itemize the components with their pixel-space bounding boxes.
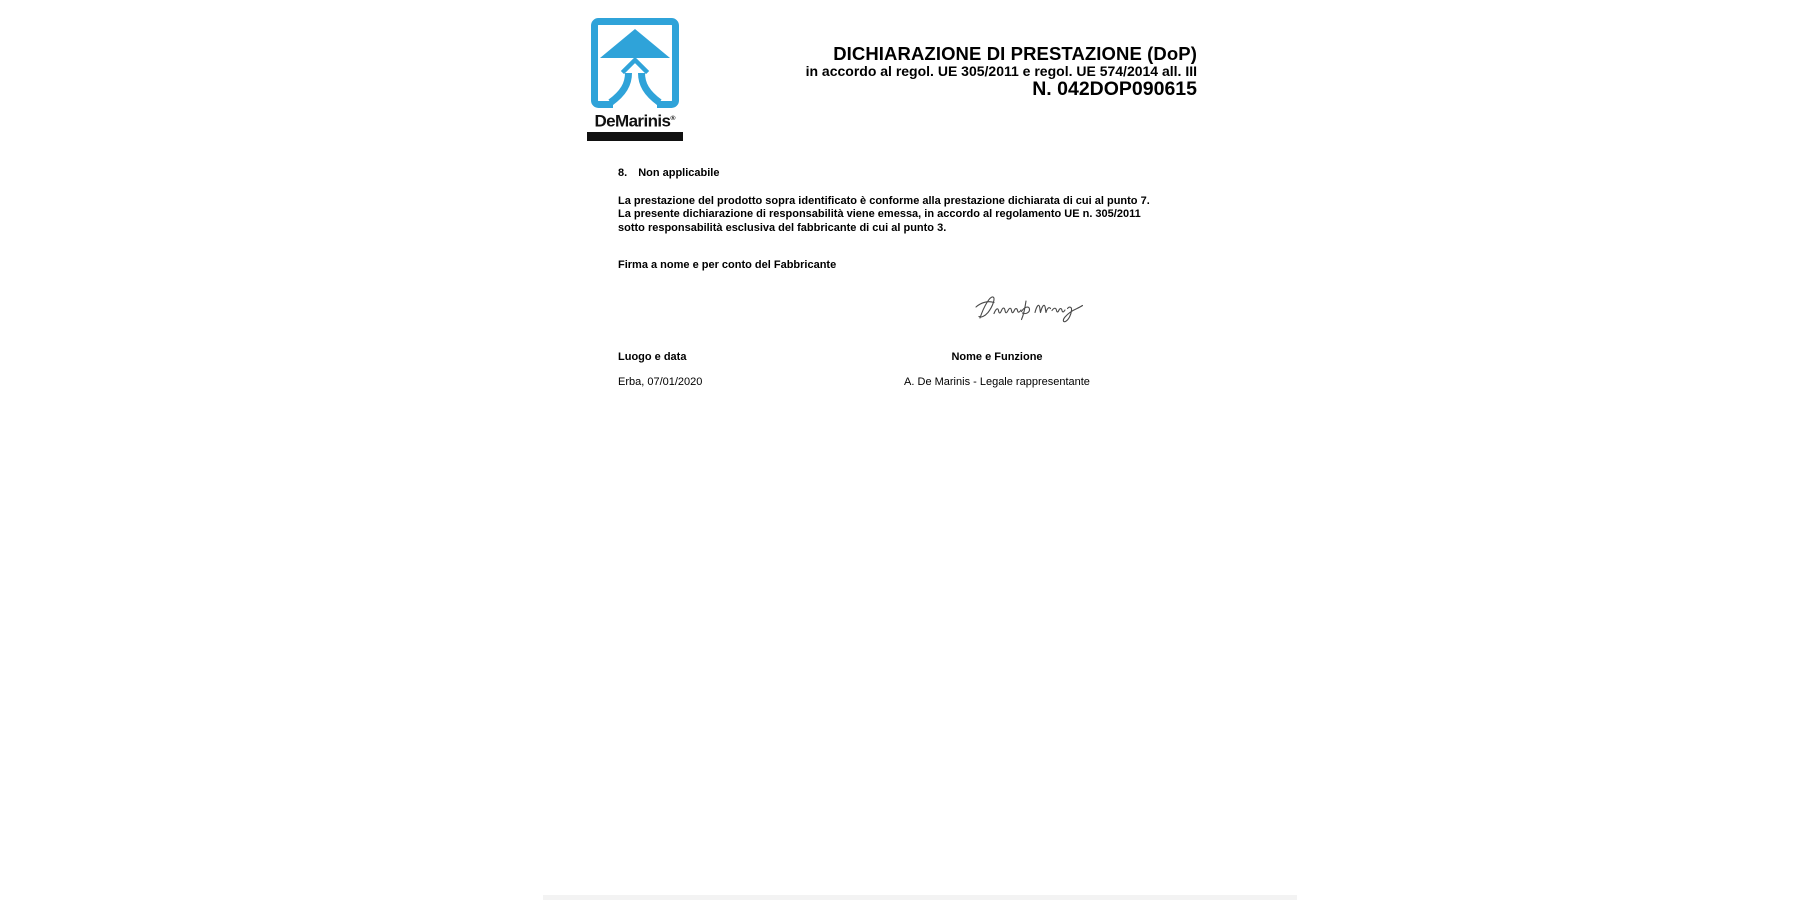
document-number: N. 042DOP090615 [1032, 78, 1197, 100]
company-logo [587, 14, 683, 141]
name-function-block [857, 351, 1137, 388]
name-function-value: A. De Marinis - Legale rappresentante [904, 376, 1090, 388]
logo-underline-bar [587, 132, 683, 141]
declaration-line: La prestazione del prodotto sopra identificato è conforme alla prestazione dichiarata di cui al punto 7. [618, 195, 1150, 207]
handwritten-signature [973, 286, 1088, 326]
place-date-label: Luogo e data [618, 351, 687, 363]
section-8-heading [618, 167, 719, 179]
signature-caption: Firma a nome e per conto del Fabbricante [618, 259, 837, 271]
section-label: Non applicabile [638, 167, 720, 179]
section-number: 8. [618, 167, 628, 179]
logo-chimney-arrow-icon [587, 14, 683, 109]
document-title: DICHIARAZIONE DI PRESTAZIONE (DoP) [833, 43, 1197, 64]
document-subtitle: in accordo al regol. UE 305/2011 e regol. UE 574/2014 all. III [805, 63, 1197, 79]
document-header [700, 43, 1197, 99]
signature-scribble-icon [973, 286, 1088, 326]
declaration-line: La presente dichiarazione di responsabilità viene emessa, in accordo al regolamento UE n. 305/2011 [618, 208, 1141, 221]
name-function-label: Nome e Funzione [951, 351, 1043, 363]
declaration-line: sotto responsabilità esclusiva del fabbricante di cui al punto 3. [618, 221, 947, 234]
page-bottom-edge [543, 895, 1297, 900]
registered-trademark-icon: ® [670, 115, 676, 122]
place-date-value: Erba, 07/01/2020 [618, 376, 703, 388]
logo-wordmark: DeMarinis® [594, 112, 676, 131]
declaration-paragraph [618, 195, 1150, 235]
